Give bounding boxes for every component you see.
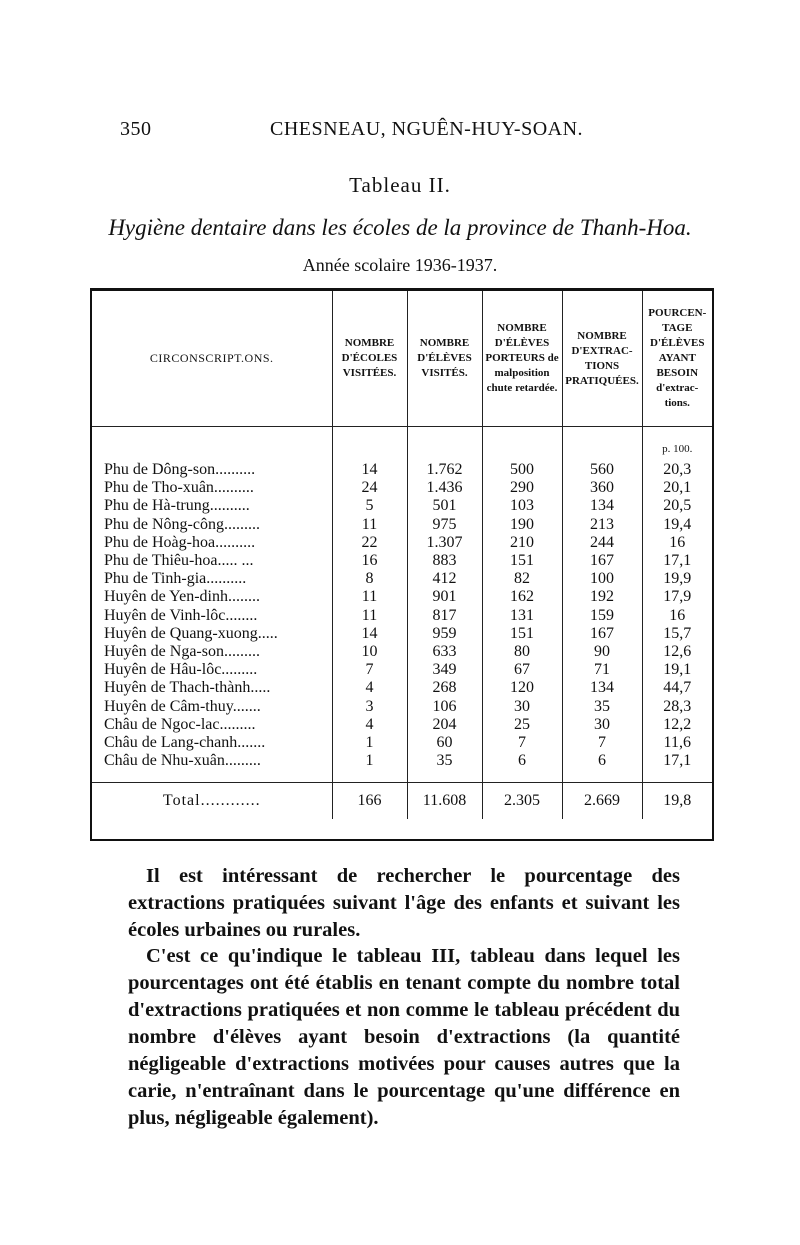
value-cell: 11,6 <box>642 734 712 752</box>
table-row <box>92 734 712 752</box>
value-cell: 12,6 <box>642 643 712 661</box>
value-cell: 204 <box>407 716 482 734</box>
table-row <box>92 516 712 534</box>
table-title: Tableau II. <box>349 173 451 197</box>
body-paragraph: C'est ce qu'indique le tableau III, tableau dans lequel les pourcentages ont été établis en tenant compte du nombre total d'extractions pratiquées et non comme le tableau précédent du nombre d'élèves ayant besoin d'extractions (la quantité négligeable d'extractions motivées pour causes autres que la carie, n'entraînant dans le pourcentage qu'une différence en plus, négligeable également). <box>128 945 680 1129</box>
circonscription-cell: Huyên de Vinh-lôc........ <box>104 606 258 624</box>
table-row <box>92 588 712 606</box>
value-cell: 24 <box>332 479 407 497</box>
circonscription-cell: Huyên de Yen-dinh........ <box>104 588 260 606</box>
value-cell: 14 <box>332 461 407 479</box>
value-cell: 30 <box>482 697 562 715</box>
value-cell: 192 <box>562 588 642 606</box>
value-cell: 28,3 <box>642 697 712 715</box>
value-cell: 633 <box>407 643 482 661</box>
value-cell: 11 <box>332 588 407 606</box>
value-cell: 16 <box>642 534 712 552</box>
value-cell: 16 <box>642 607 712 625</box>
circonscription-cell: Châu de Nhu-xuân......... <box>104 752 261 770</box>
value-cell: 16 <box>332 552 407 570</box>
value-cell: 162 <box>482 588 562 606</box>
table-header-row <box>92 291 712 427</box>
table-row <box>92 497 712 515</box>
table-body <box>92 427 712 820</box>
value-cell: 560 <box>562 461 642 479</box>
column-header: CIRCONSCRIPT.ONS. <box>149 351 274 365</box>
circonscription-cell: Châu de Lang-chanh....... <box>104 733 266 751</box>
column-header: POURCEN-TAGE D'ÉLÈVES AYANT BESOIN d'extrac-tions. <box>642 291 712 427</box>
value-cell: 7 <box>332 661 407 679</box>
value-cell: 20,3 <box>642 461 712 479</box>
column-header: NOMBRE D'ÉLÈVES PORTEURS de malposition chute retardée. <box>482 291 562 427</box>
unit-row <box>92 437 712 461</box>
value-cell: 901 <box>407 588 482 606</box>
value-cell: 4 <box>332 716 407 734</box>
value-cell: 360 <box>562 479 642 497</box>
total-label: Total............ <box>92 783 332 820</box>
value-cell: 883 <box>407 552 482 570</box>
value-cell: 106 <box>407 697 482 715</box>
value-cell: 67 <box>482 661 562 679</box>
value-cell: 22 <box>332 534 407 552</box>
value-cell: 268 <box>407 679 482 697</box>
value-cell: 120 <box>482 679 562 697</box>
value-cell: 17,1 <box>642 752 712 770</box>
value-cell: 20,1 <box>642 479 712 497</box>
value-cell: 134 <box>562 497 642 515</box>
value-cell: 4 <box>332 679 407 697</box>
circonscription-cell: Phu de Hoàg-hoa.......... <box>104 533 256 551</box>
total-value: 19,8 <box>642 783 712 820</box>
table-row <box>92 552 712 570</box>
column-header: NOMBRE D'ÉCOLES VISITÉES. <box>332 291 407 427</box>
value-cell: 6 <box>482 752 562 770</box>
value-cell: 167 <box>562 552 642 570</box>
page-header <box>120 118 680 146</box>
page-number: 350 <box>120 118 152 140</box>
total-value: 11.608 <box>407 783 482 820</box>
running-head: CHESNEAU, NGUÊN-HUY-SOAN. <box>270 118 584 140</box>
table-row <box>92 479 712 497</box>
value-cell: 159 <box>562 607 642 625</box>
value-cell: 12,2 <box>642 716 712 734</box>
value-cell: 151 <box>482 552 562 570</box>
value-cell: 1 <box>332 752 407 770</box>
value-cell: 6 <box>562 752 642 770</box>
value-cell: 44,7 <box>642 679 712 697</box>
circonscription-cell: Phu de Dông-son.......... <box>104 461 256 479</box>
data-table <box>92 291 712 819</box>
value-cell: 19,9 <box>642 570 712 588</box>
value-cell: 1 <box>332 734 407 752</box>
value-cell: 15,7 <box>642 625 712 643</box>
value-cell: 100 <box>562 570 642 588</box>
value-cell: 959 <box>407 625 482 643</box>
table-row <box>92 570 712 588</box>
value-cell: 817 <box>407 607 482 625</box>
table-row <box>92 716 712 734</box>
value-cell: 213 <box>562 516 642 534</box>
value-cell: 19,4 <box>642 516 712 534</box>
value-cell: 71 <box>562 661 642 679</box>
header-separator <box>92 427 712 438</box>
body-paragraph: Il est intéressant de rechercher le pourcentage des extractions pratiquées suivant l'âge des enfants et suivant les écoles urbaines ou rurales. <box>128 865 680 941</box>
table-row <box>92 661 712 679</box>
circonscription-cell: Phu de Nông-công......... <box>104 515 260 533</box>
circonscription-cell: Phu de Tho-xuân.......... <box>104 479 254 497</box>
value-cell: 500 <box>482 461 562 479</box>
value-cell: 244 <box>562 534 642 552</box>
table-row <box>92 643 712 661</box>
table-row <box>92 534 712 552</box>
circonscription-cell: Phu de Hà-trung.......... <box>104 497 250 515</box>
total-value: 166 <box>332 783 407 820</box>
value-cell: 103 <box>482 497 562 515</box>
value-cell: 151 <box>482 625 562 643</box>
value-cell: 210 <box>482 534 562 552</box>
value-cell: 19,1 <box>642 661 712 679</box>
table-row <box>92 752 712 770</box>
value-cell: 167 <box>562 625 642 643</box>
value-cell: 60 <box>407 734 482 752</box>
circonscription-cell: Châu de Ngoc-lac......... <box>104 715 256 733</box>
value-cell: 35 <box>562 697 642 715</box>
value-cell: 90 <box>562 643 642 661</box>
value-cell: 501 <box>407 497 482 515</box>
circonscription-cell: Huyên de Hâu-lôc......... <box>104 661 258 679</box>
value-cell: 11 <box>332 516 407 534</box>
value-cell: 17,1 <box>642 552 712 570</box>
value-cell: 131 <box>482 607 562 625</box>
value-cell: 25 <box>482 716 562 734</box>
value-cell: 14 <box>332 625 407 643</box>
value-cell: 17,9 <box>642 588 712 606</box>
table-subtitle: Hygiène dentaire dans les écoles de la province de Thanh-Hoa. <box>108 215 692 240</box>
value-cell: 290 <box>482 479 562 497</box>
column-header: NOMBRE D'EXTRAC-TIONS PRATIQUÉES. <box>562 291 642 427</box>
total-value: 2.669 <box>562 783 642 820</box>
table-row <box>92 625 712 643</box>
table-row <box>92 607 712 625</box>
value-cell: 190 <box>482 516 562 534</box>
value-cell: 8 <box>332 570 407 588</box>
circonscription-cell: Huyên de Nga-son......... <box>104 642 260 660</box>
unit-label: p. 100. <box>642 437 712 461</box>
value-cell: 975 <box>407 516 482 534</box>
total-value: 2.305 <box>482 783 562 820</box>
value-cell: 35 <box>407 752 482 770</box>
value-cell: 80 <box>482 643 562 661</box>
circonscription-cell: Phu de Thiêu-hoa..... ... <box>104 552 254 570</box>
value-cell: 7 <box>562 734 642 752</box>
data-table-frame <box>90 288 714 841</box>
table-row <box>92 679 712 697</box>
spacer-row <box>92 770 712 783</box>
circonscription-cell: Huyên de Câm-thuy....... <box>104 697 261 715</box>
value-cell: 10 <box>332 643 407 661</box>
circonscription-cell: Phu de Tinh-gia.......... <box>104 570 247 588</box>
value-cell: 5 <box>332 497 407 515</box>
value-cell: 82 <box>482 570 562 588</box>
value-cell: 412 <box>407 570 482 588</box>
table-row <box>92 461 712 479</box>
value-cell: 134 <box>562 679 642 697</box>
value-cell: 1.436 <box>407 479 482 497</box>
column-header: NOMBRE D'ÉLÈVES VISITÉS. <box>407 291 482 427</box>
value-cell: 7 <box>482 734 562 752</box>
value-cell: 349 <box>407 661 482 679</box>
value-cell: 1.762 <box>407 461 482 479</box>
circonscription-cell: Huyên de Quang-xuong..... <box>104 624 278 642</box>
value-cell: 30 <box>562 716 642 734</box>
value-cell: 3 <box>332 697 407 715</box>
circonscription-cell: Huyên de Thach-thành..... <box>104 679 271 697</box>
value-cell: 11 <box>332 607 407 625</box>
table-row <box>92 697 712 715</box>
total-row <box>92 783 712 820</box>
value-cell: 1.307 <box>407 534 482 552</box>
school-year: Année scolaire 1936-1937. <box>302 255 498 275</box>
value-cell: 20,5 <box>642 497 712 515</box>
